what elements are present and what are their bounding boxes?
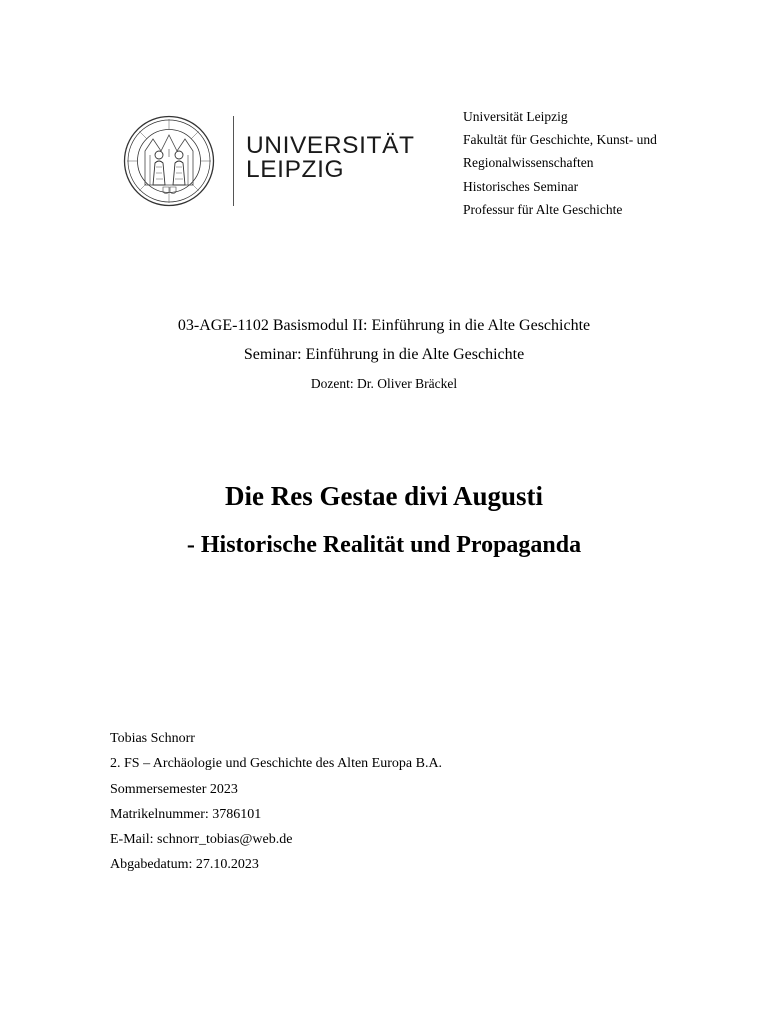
wordmark-line-2: LEIPZIG bbox=[246, 156, 345, 183]
address-line: Fakultät für Geschichte, Kunst- und bbox=[463, 132, 657, 148]
course-module: 03-AGE-1102 Basismodul II: Einführung in die Alte Geschichte bbox=[177, 317, 591, 334]
address-line: Professur für Alte Geschichte bbox=[463, 201, 623, 217]
author-name: Tobias Schnorr bbox=[110, 731, 195, 746]
course-seminar: Seminar: Einführung in die Alte Geschichte bbox=[243, 346, 525, 363]
author-email: E-Mail: schnorr_tobias@web.de bbox=[110, 832, 293, 848]
author-program: 2. FS – Archäologie und Geschichte des Alten Europa B.A. bbox=[110, 756, 443, 772]
course-lecturer: Dozent: Dr. Oliver Bräckel bbox=[310, 376, 458, 391]
address-line: Regionalwissenschaften bbox=[463, 155, 594, 171]
university-logo bbox=[123, 112, 415, 208]
author-matriculation: Matrikelnummer: 3786101 bbox=[110, 806, 262, 822]
university-seal-icon bbox=[123, 115, 215, 207]
author-semester: Sommersemester 2023 bbox=[110, 781, 238, 797]
author-info bbox=[110, 726, 442, 878]
institution-address bbox=[463, 105, 657, 221]
paper-title: Die Res Gestae divi Augusti bbox=[224, 481, 543, 511]
address-line: Historisches Seminar bbox=[463, 178, 579, 194]
submission-date: Abgabedatum: 27.10.2023 bbox=[110, 857, 259, 873]
logo-divider bbox=[233, 116, 234, 206]
wordmark-line-1: UNIVERSITÄT bbox=[246, 132, 415, 159]
paper-subtitle: - Historische Realität und Propaganda bbox=[186, 532, 582, 558]
university-wordmark bbox=[246, 134, 415, 182]
address-line: Universität Leipzig bbox=[463, 109, 568, 124]
